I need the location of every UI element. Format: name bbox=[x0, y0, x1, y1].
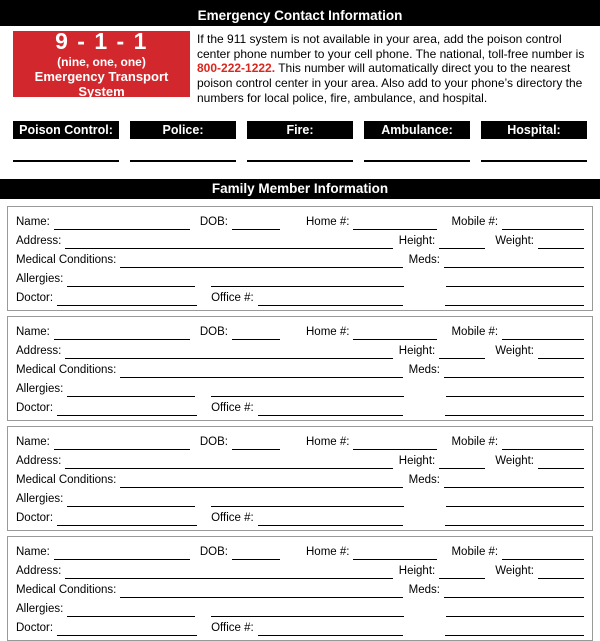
member-row-allergies bbox=[16, 488, 584, 507]
height-fill-line[interactable] bbox=[439, 456, 485, 469]
weight-label: Weight: bbox=[495, 564, 534, 577]
name-fill-line[interactable] bbox=[54, 547, 190, 560]
medical-conditions-fill-line[interactable] bbox=[120, 475, 402, 488]
name-fill-line[interactable] bbox=[54, 437, 190, 450]
office-phone-fill-line[interactable] bbox=[258, 623, 403, 636]
allergies-label: Allergies: bbox=[16, 492, 64, 505]
weight-label: Weight: bbox=[495, 234, 534, 247]
home-phone-fill-line[interactable] bbox=[353, 217, 437, 230]
height-fill-line[interactable] bbox=[439, 566, 485, 579]
meds-fill-line-2[interactable] bbox=[446, 604, 584, 617]
contact-label-poison-control: Poison Control: bbox=[13, 121, 119, 139]
home-phone-label: Home #: bbox=[306, 325, 350, 338]
height-fill-line[interactable] bbox=[439, 346, 485, 359]
member-row-name bbox=[16, 431, 584, 450]
height-label: Height: bbox=[398, 564, 436, 577]
member-row-doctor bbox=[16, 397, 584, 416]
address-fill-line[interactable] bbox=[65, 566, 392, 579]
family-blocks-container bbox=[7, 206, 593, 641]
height-label: Height: bbox=[398, 344, 436, 357]
nine-one-one-caption: Emergency Transport System bbox=[34, 69, 169, 99]
info-text-part1: If the 911 system is not available in your area, add the poison control center phone number to your cell phone. The national, toll-free number is bbox=[197, 32, 585, 61]
height-label: Height: bbox=[398, 234, 436, 247]
member-row-medical bbox=[16, 249, 584, 268]
meds-fill-line-3[interactable] bbox=[445, 403, 584, 416]
mobile-phone-label: Mobile #: bbox=[451, 435, 499, 448]
height-label: Height: bbox=[398, 454, 436, 467]
medical-conditions-fill-line[interactable] bbox=[120, 365, 402, 378]
member-row-allergies bbox=[16, 598, 584, 617]
mobile-phone-fill-line[interactable] bbox=[502, 327, 584, 340]
address-fill-line[interactable] bbox=[65, 456, 392, 469]
member-row-medical bbox=[16, 359, 584, 378]
office-phone-label: Office #: bbox=[211, 401, 254, 414]
allergies-label: Allergies: bbox=[16, 382, 64, 395]
fire-fill-line[interactable] bbox=[247, 160, 353, 162]
name-label: Name: bbox=[16, 325, 50, 338]
member-row-address bbox=[16, 230, 584, 249]
contact-label-ambulance: Ambulance: bbox=[364, 121, 470, 139]
contact-label-hospital: Hospital: bbox=[481, 121, 587, 139]
name-label: Name: bbox=[16, 545, 50, 558]
medical-conditions-label: Medical Conditions: bbox=[16, 363, 117, 376]
doctor-fill-line[interactable] bbox=[57, 623, 197, 636]
doctor-label: Doctor: bbox=[16, 291, 54, 304]
allergies-label: Allergies: bbox=[16, 602, 64, 615]
medical-conditions-label: Medical Conditions: bbox=[16, 583, 117, 596]
doctor-fill-line[interactable] bbox=[57, 403, 197, 416]
dob-label: DOB: bbox=[199, 545, 228, 558]
name-label: Name: bbox=[16, 215, 50, 228]
member-row-medical bbox=[16, 469, 584, 488]
dob-fill-line[interactable] bbox=[232, 437, 280, 450]
office-phone-label: Office #: bbox=[211, 291, 254, 304]
weight-fill-line[interactable] bbox=[538, 566, 584, 579]
doctor-fill-line[interactable] bbox=[57, 293, 197, 306]
nine-one-one-pronunciation: (nine, one, one) bbox=[57, 55, 146, 69]
office-phone-fill-line[interactable] bbox=[258, 403, 403, 416]
nine-one-one-number: 9 - 1 - 1 bbox=[55, 28, 148, 54]
member-row-doctor bbox=[16, 287, 584, 306]
address-fill-line[interactable] bbox=[65, 236, 392, 249]
medical-conditions-label: Medical Conditions: bbox=[16, 473, 117, 486]
dob-label: DOB: bbox=[199, 325, 228, 338]
member-row-name bbox=[16, 541, 584, 560]
home-phone-label: Home #: bbox=[306, 545, 350, 558]
address-label: Address: bbox=[16, 344, 62, 357]
weight-label: Weight: bbox=[495, 344, 534, 357]
family-section-header-bar bbox=[0, 179, 600, 199]
member-block bbox=[7, 206, 593, 311]
meds-label: Meds: bbox=[408, 473, 440, 486]
weight-fill-line[interactable] bbox=[538, 456, 584, 469]
hospital-fill-line[interactable] bbox=[481, 160, 587, 162]
doctor-label: Doctor: bbox=[16, 621, 54, 634]
meds-fill-line[interactable] bbox=[444, 255, 584, 268]
office-phone-fill-line[interactable] bbox=[258, 293, 403, 306]
member-row-address bbox=[16, 340, 584, 359]
doctor-label: Doctor: bbox=[16, 511, 54, 524]
dob-label: DOB: bbox=[199, 215, 228, 228]
home-phone-fill-line[interactable] bbox=[353, 437, 437, 450]
meds-fill-line-2[interactable] bbox=[446, 274, 584, 287]
page-title: Emergency Contact Information bbox=[197, 8, 403, 23]
weight-fill-line[interactable] bbox=[538, 236, 584, 249]
allergies-fill-line[interactable] bbox=[67, 494, 195, 507]
doctor-fill-line[interactable] bbox=[57, 513, 197, 526]
weight-fill-line[interactable] bbox=[538, 346, 584, 359]
member-row-address bbox=[16, 450, 584, 469]
allergies-fill-line[interactable] bbox=[67, 604, 195, 617]
mobile-phone-label: Mobile #: bbox=[451, 325, 499, 338]
medical-conditions-label: Medical Conditions: bbox=[16, 253, 117, 266]
header-bar bbox=[0, 0, 600, 26]
address-label: Address: bbox=[16, 234, 62, 247]
meds-label: Meds: bbox=[408, 363, 440, 376]
member-block bbox=[7, 316, 593, 421]
meds-fill-line-3[interactable] bbox=[445, 293, 584, 306]
address-fill-line[interactable] bbox=[65, 346, 392, 359]
member-row-doctor bbox=[16, 507, 584, 526]
dob-label: DOB: bbox=[199, 435, 228, 448]
address-label: Address: bbox=[16, 454, 62, 467]
allergies-fill-line-2[interactable] bbox=[211, 274, 404, 287]
mobile-phone-fill-line[interactable] bbox=[502, 217, 584, 230]
emergency-contact-fill-lines-row bbox=[13, 160, 587, 162]
name-fill-line[interactable] bbox=[54, 217, 190, 230]
name-label: Name: bbox=[16, 435, 50, 448]
info-text-part2: This number will automatically direct you to the nearest poison control center in your area. Also add to your phone’s directory the numbers for local police, fire, ambulance, and hospital. bbox=[197, 61, 583, 105]
meds-fill-line-3[interactable] bbox=[445, 623, 584, 636]
home-phone-fill-line[interactable] bbox=[353, 327, 437, 340]
contact-label-police: Police: bbox=[130, 121, 236, 139]
member-row-medical bbox=[16, 579, 584, 598]
meds-label: Meds: bbox=[408, 583, 440, 596]
member-row-allergies bbox=[16, 268, 584, 287]
allergies-fill-line[interactable] bbox=[67, 384, 195, 397]
medical-conditions-fill-line[interactable] bbox=[120, 585, 402, 598]
member-row-address bbox=[16, 560, 584, 579]
member-row-name bbox=[16, 211, 584, 230]
meds-fill-line[interactable] bbox=[444, 475, 584, 488]
poison-control-info-paragraph bbox=[197, 31, 590, 106]
allergies-fill-line-2[interactable] bbox=[211, 494, 404, 507]
meds-fill-line[interactable] bbox=[444, 365, 584, 378]
meds-fill-line-2[interactable] bbox=[446, 384, 584, 397]
name-fill-line[interactable] bbox=[54, 327, 190, 340]
home-phone-label: Home #: bbox=[306, 435, 350, 448]
office-phone-label: Office #: bbox=[211, 621, 254, 634]
dob-fill-line[interactable] bbox=[232, 327, 280, 340]
medical-conditions-fill-line[interactable] bbox=[120, 255, 402, 268]
allergies-fill-line-2[interactable] bbox=[211, 384, 404, 397]
doctor-label: Doctor: bbox=[16, 401, 54, 414]
mobile-phone-fill-line[interactable] bbox=[502, 547, 584, 560]
meds-fill-line[interactable] bbox=[444, 585, 584, 598]
meds-fill-line-3[interactable] bbox=[445, 513, 584, 526]
weight-label: Weight: bbox=[495, 454, 534, 467]
poison-control-phone-number: 800-222-1222. bbox=[197, 61, 276, 76]
allergies-fill-line-2[interactable] bbox=[211, 604, 404, 617]
office-phone-label: Office #: bbox=[211, 511, 254, 524]
member-block bbox=[7, 536, 593, 641]
height-fill-line[interactable] bbox=[439, 236, 485, 249]
dob-fill-line[interactable] bbox=[232, 547, 280, 560]
ambulance-fill-line[interactable] bbox=[364, 160, 470, 162]
police-fill-line[interactable] bbox=[130, 160, 236, 162]
home-phone-label: Home #: bbox=[306, 215, 350, 228]
allergies-label: Allergies: bbox=[16, 272, 64, 285]
mobile-phone-label: Mobile #: bbox=[451, 545, 499, 558]
family-section-title: Family Member Information bbox=[211, 180, 389, 196]
mobile-phone-label: Mobile #: bbox=[451, 215, 499, 228]
nine-one-one-box bbox=[13, 28, 190, 99]
address-label: Address: bbox=[16, 564, 62, 577]
member-row-allergies bbox=[16, 378, 584, 397]
member-row-name bbox=[16, 321, 584, 340]
dob-fill-line[interactable] bbox=[232, 217, 280, 230]
home-phone-fill-line[interactable] bbox=[353, 547, 437, 560]
member-row-doctor bbox=[16, 617, 584, 636]
meds-fill-line-2[interactable] bbox=[446, 494, 584, 507]
mobile-phone-fill-line[interactable] bbox=[502, 437, 584, 450]
member-block bbox=[7, 426, 593, 531]
contact-label-fire: Fire: bbox=[247, 121, 353, 139]
emergency-contact-labels-row bbox=[13, 121, 587, 139]
meds-label: Meds: bbox=[408, 253, 440, 266]
emergency-intro-section bbox=[13, 28, 590, 106]
office-phone-fill-line[interactable] bbox=[258, 513, 403, 526]
poison-control-fill-line[interactable] bbox=[13, 160, 119, 162]
allergies-fill-line[interactable] bbox=[67, 274, 195, 287]
